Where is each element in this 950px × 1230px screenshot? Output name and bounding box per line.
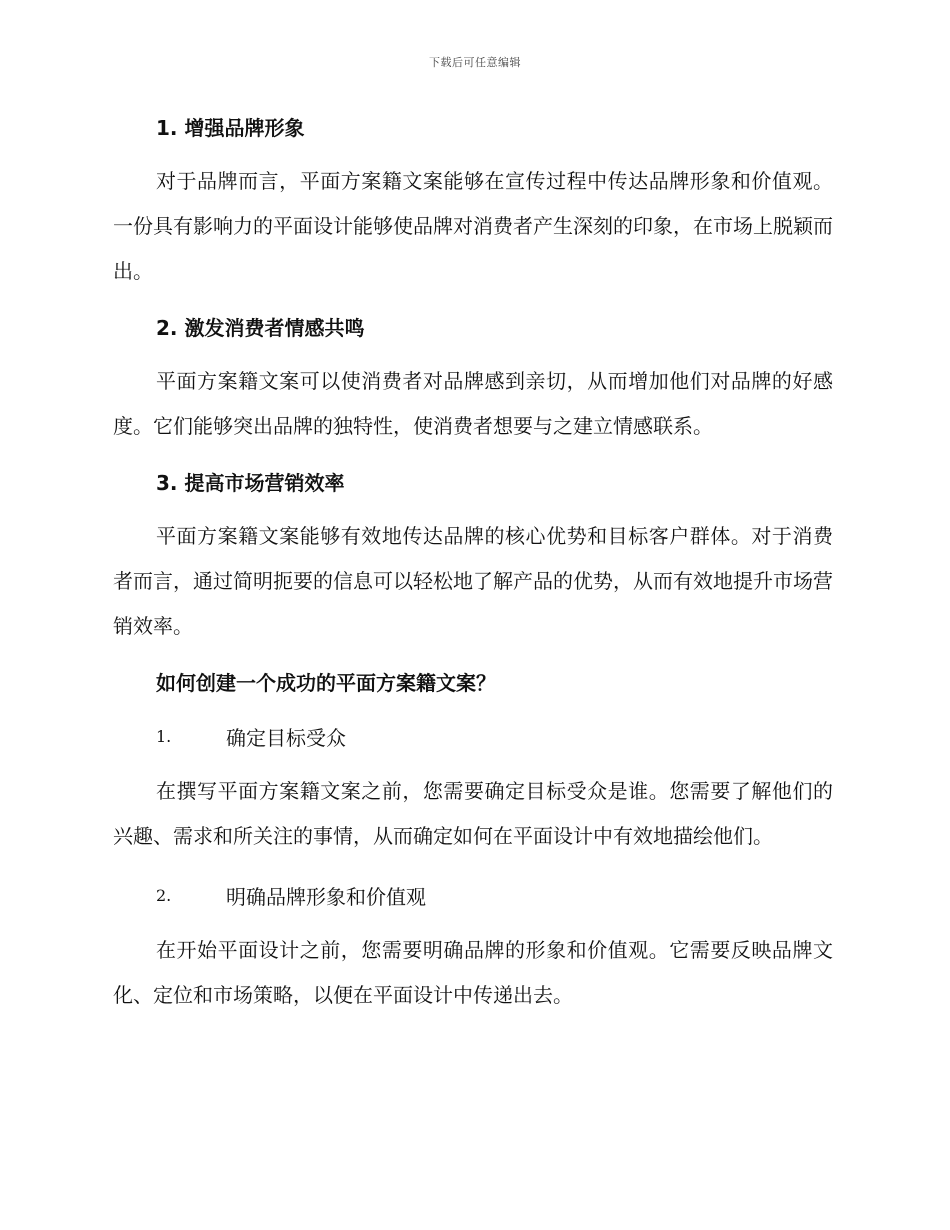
document-body xyxy=(113,108,833,1018)
section-paragraph-2: 平面方案籍文案可以使消费者对品牌感到亲切，从而增加他们对品牌的好感度。它们能够突出品牌的独特性，使消费者想要与之建立情感联系。 xyxy=(113,369,833,438)
numbered-item-2 xyxy=(156,873,833,917)
item-label: 明确品牌形象和价值观 xyxy=(226,884,426,909)
item-number: 2. xyxy=(156,885,172,905)
section-heading-4: 如何创建一个成功的平面方案籍文案？ xyxy=(156,671,496,695)
item-number: 1. xyxy=(156,726,172,746)
section-heading-1: 1. 增强品牌形象 xyxy=(156,116,305,140)
item-paragraph-2: 在开始平面设计之前，您需要明确品牌的形象和价值观。它需要反映品牌文化、定位和市场策略，以便在平面设计中传递出去。 xyxy=(113,938,833,1007)
section-paragraph-1: 对于品牌而言，平面方案籍文案能够在宣传过程中传达品牌形象和价值观。一份具有影响力的平面设计能够使品牌对消费者产生深刻的印象，在市场上脱颖而出。 xyxy=(113,169,833,283)
item-paragraph-1: 在撰写平面方案籍文案之前，您需要确定目标受众是谁。您需要了解他们的兴趣、需求和所关注的事情，从而确定如何在平面设计中有效地描绘他们。 xyxy=(113,779,833,848)
item-label: 确定目标受众 xyxy=(226,725,346,750)
section-heading-3: 3. 提高市场营销效率 xyxy=(156,471,345,495)
section-paragraph-3: 平面方案籍文案能够有效地传达品牌的核心优势和目标客户群体。对于消费者而言，通过简明扼要的信息可以轻松地了解产品的优势，从而有效地提升市场营销效率。 xyxy=(113,524,833,638)
numbered-item-1 xyxy=(156,714,833,758)
page-header: 下载后可任意编辑 xyxy=(429,56,521,69)
section-heading-2: 2. 激发消费者情感共鸣 xyxy=(156,316,365,340)
